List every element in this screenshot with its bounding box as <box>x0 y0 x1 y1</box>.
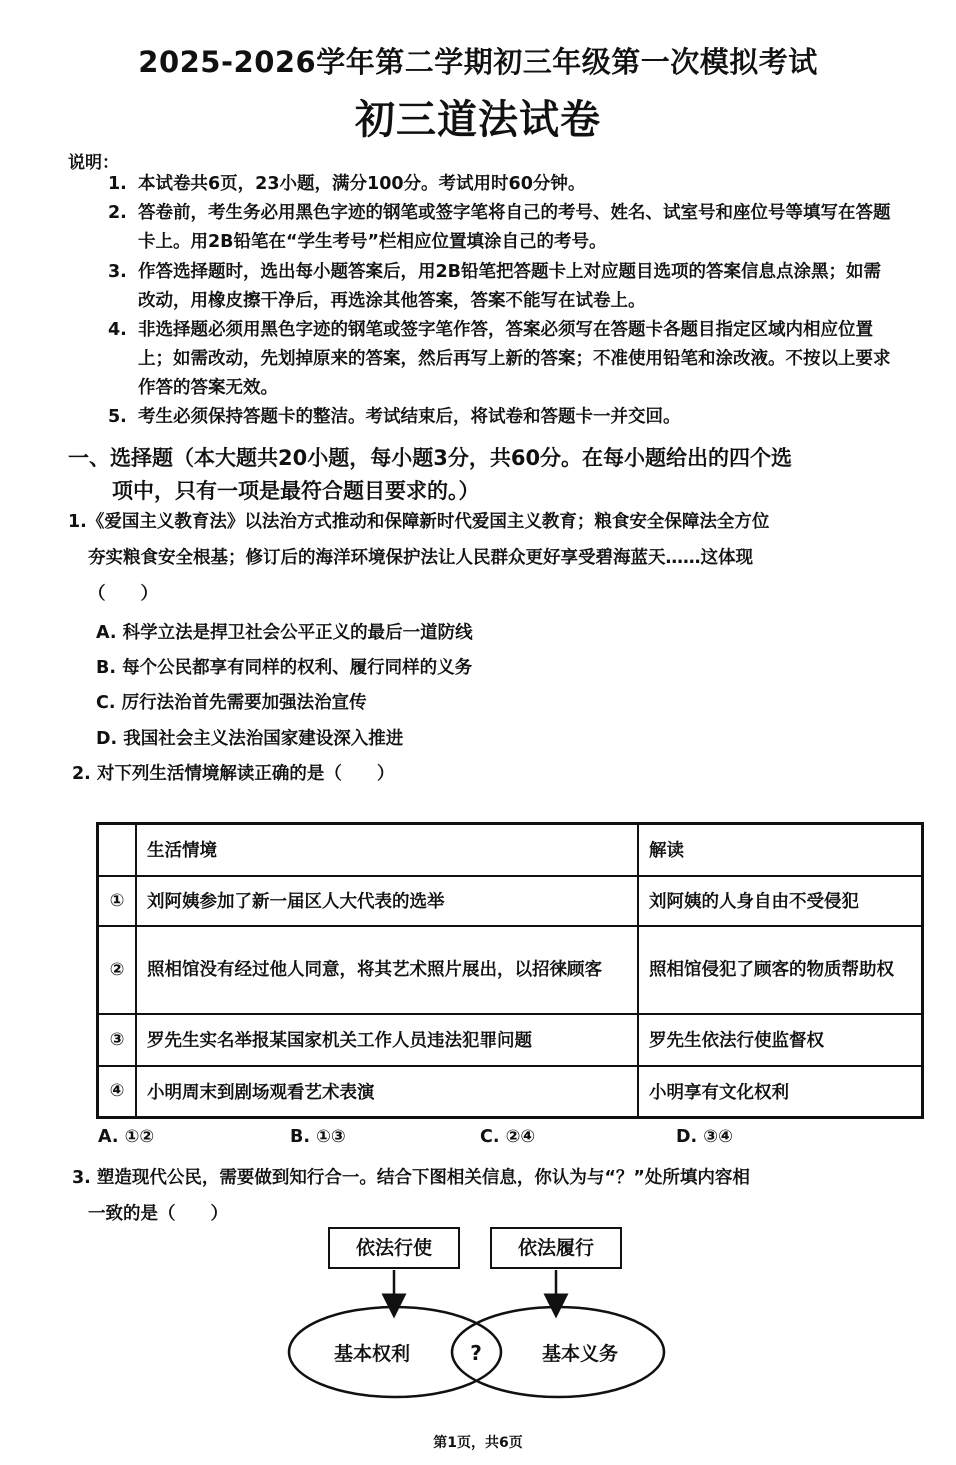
table-cell: 小明周末到剧场观看艺术表演 <box>136 1066 638 1118</box>
table-header-row <box>98 824 923 876</box>
question-mark-label: ? <box>470 1341 482 1365</box>
table-cell: 刘阿姨的人身自由不受侵犯 <box>638 876 923 926</box>
q1-option-b: B. 每个公民都享有同样的权利、履行同样的义务 <box>96 658 473 678</box>
table-cell: 小明享有文化权利 <box>638 1066 923 1118</box>
q2-table <box>96 822 924 1119</box>
exam-subtitle: 初三道法试卷 <box>355 97 601 143</box>
section-heading <box>68 442 898 508</box>
section-line-1: 一、选择题（本大题共20小题，每小题3分，共60分。在每小题给出的四个选 <box>68 446 793 470</box>
page-footer: 第1页，共6页 <box>433 1435 523 1451</box>
note-item <box>108 403 898 432</box>
note-item <box>108 199 898 257</box>
q2-option-c: C. ②④ <box>480 1127 536 1147</box>
note-number: 5. <box>108 407 127 427</box>
q1-option-c: C. 厉行法治首先需要加强法治宣传 <box>96 693 367 713</box>
section-line-2: 项中，只有一项是最符合题目要求的。） <box>112 479 480 503</box>
table-cell: ③ <box>98 1014 137 1066</box>
q2-option-b: B. ①③ <box>290 1127 346 1147</box>
q1-line-1: 1.《爱国主义教育法》以法治方式推动和保障新时代爱国主义教育；粮食安全保障法全方位 <box>68 512 770 532</box>
q1-answer-paren: （ ） <box>88 584 158 604</box>
note-text: 作答选择题时，选出每小题答案后，用2B铅笔把答题卡上对应题目选项的答案信息点涂黑；如需改动，用橡皮擦干净后，再选涂其他答案，答案不能写在试卷上。 <box>138 262 882 311</box>
label-basic-duties: 基本义务 <box>541 1343 619 1365</box>
note-number: 3. <box>108 262 127 282</box>
q1-line-2: 夯实粮食安全根基；修订后的海洋环境保护法让人民群众更好享受碧海蓝天……这体现 <box>88 548 753 568</box>
table-row <box>98 1066 923 1118</box>
table-row <box>98 876 923 926</box>
exam-title: 2025-2026学年第二学期初三年级第一次模拟考试 <box>138 45 818 79</box>
question-1-stem <box>68 504 898 612</box>
q3-line-1: 3. 塑造现代公民，需要做到知行合一。结合下图相关信息，你认为与“？”处所填内容相 <box>72 1168 750 1188</box>
note-text: 考生必须保持答题卡的整洁。考试结束后，将试卷和答题卡一并交回。 <box>138 407 681 427</box>
table-header-cell: 生活情境 <box>136 824 638 876</box>
notes-heading: 说明： <box>68 153 119 173</box>
q2-option-d: D. ③④ <box>676 1127 733 1147</box>
table-cell: 照相馆没有经过他人同意，将其艺术照片展出，以招徕顾客 <box>136 926 638 1014</box>
table-header-cell: 解读 <box>638 824 923 876</box>
box-fulfill-by-law: 依法履行 <box>490 1227 622 1269</box>
q3-line-2: 一致的是（ ） <box>88 1204 228 1224</box>
note-item <box>108 316 898 403</box>
q1-option-a: A. 科学立法是捍卫社会公平正义的最后一道防线 <box>96 623 473 643</box>
table-cell: ① <box>98 876 137 926</box>
table-cell: ④ <box>98 1066 137 1118</box>
q1-option-d: D. 我国社会主义法治国家建设深入推进 <box>96 729 404 749</box>
question-2-stem: 2. 对下列生活情境解读正确的是（ ） <box>72 764 395 784</box>
note-item <box>108 258 898 316</box>
note-text: 本试卷共6页，23小题，满分100分。考试用时60分钟。 <box>138 174 586 194</box>
table-cell: 罗先生实名举报某国家机关工作人员违法犯罪问题 <box>136 1014 638 1066</box>
note-number: 4. <box>108 320 127 340</box>
q2-option-a: A. ①② <box>98 1127 155 1147</box>
table-cell: 照相馆侵犯了顾客的物质帮助权 <box>638 926 923 1014</box>
table-row <box>98 1014 923 1066</box>
note-text: 非选择题必须用黑色字迹的钢笔或签字笔作答，答案必须写在答题卡各题目指定区域内相应位置上；如需改动，先划掉原来的答案，然后再写上新的答案；不准使用铅笔和涂改液。不按以上要求作答的答案无效。 <box>138 320 891 398</box>
label-basic-rights: 基本权利 <box>333 1343 411 1365</box>
table-header-cell <box>98 824 137 876</box>
note-text: 答卷前，考生务必用黑色字迹的钢笔或签字笔将自己的考号、姓名、试室号和座位号等填写在答题卡上。用2B铅笔在“学生考号”栏相应位置填涂自己的考号。 <box>138 203 891 252</box>
note-number: 1. <box>108 174 127 194</box>
question-3-stem <box>72 1160 902 1232</box>
table-cell: 罗先生依法行使监督权 <box>638 1014 923 1066</box>
box-exercise-by-law: 依法行使 <box>328 1227 460 1269</box>
note-number: 2. <box>108 203 127 223</box>
table-cell: 刘阿姨参加了新一届区人大代表的选举 <box>136 876 638 926</box>
venn-diagram <box>280 1268 680 1418</box>
note-item <box>108 170 898 199</box>
table-cell: ② <box>98 926 137 1014</box>
table-row <box>98 926 923 1014</box>
